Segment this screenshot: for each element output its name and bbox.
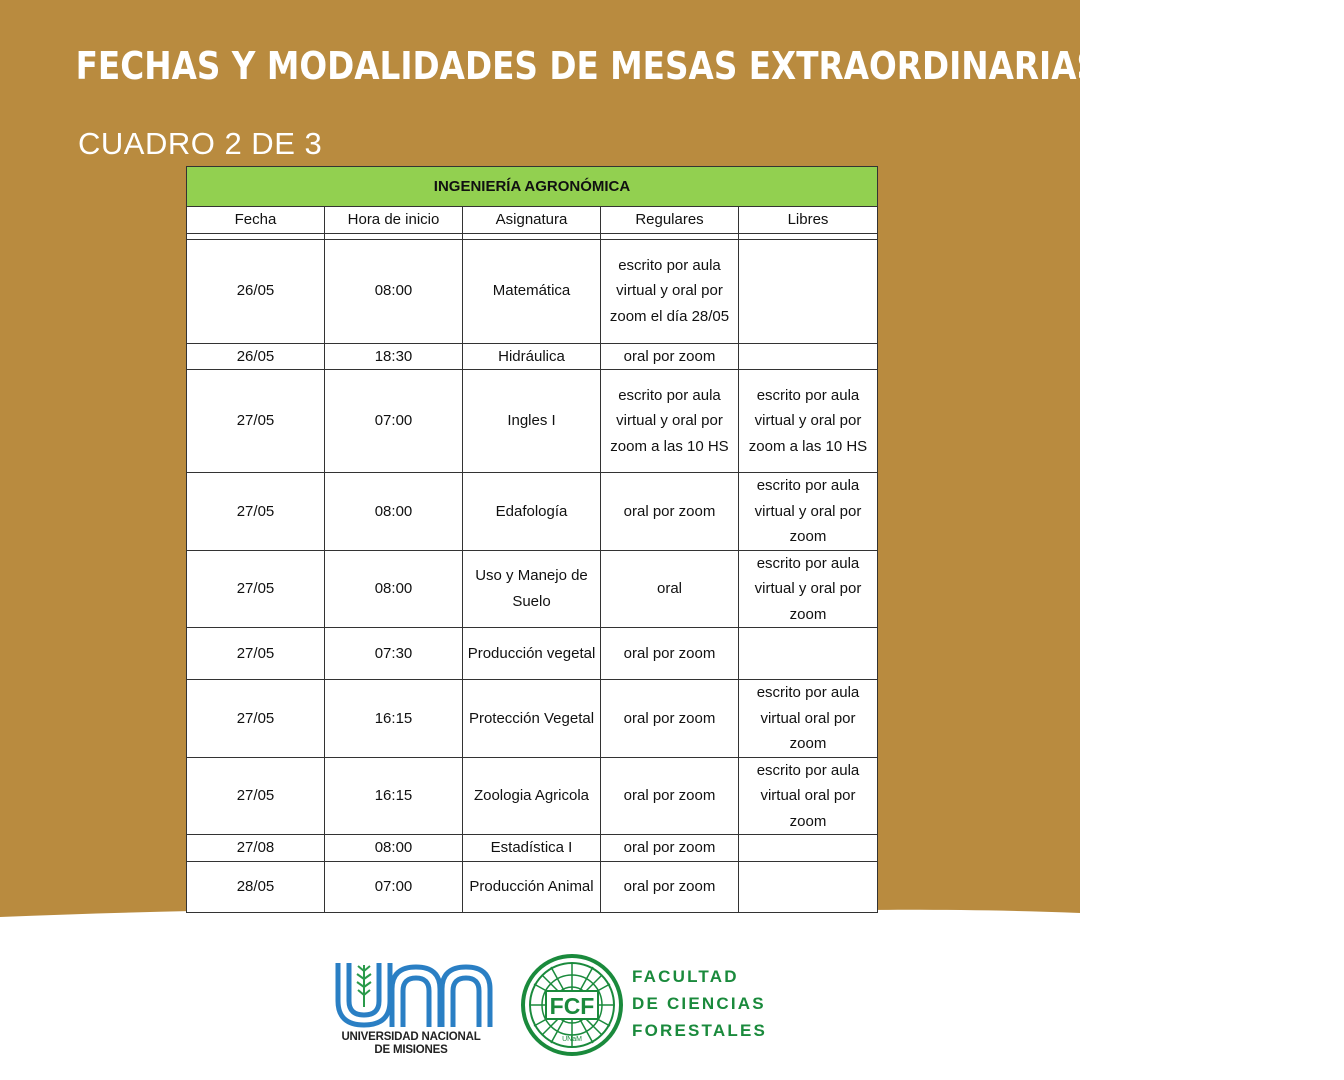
cell-fecha: 27/05: [187, 628, 325, 680]
fcf-seal-small-text: UNaM: [562, 1036, 582, 1043]
cell-fecha: 26/05: [187, 343, 325, 370]
cell-fecha: 27/05: [187, 680, 325, 758]
column-header-libres: Libres: [739, 207, 878, 234]
cell-fecha: 27/05: [187, 370, 325, 473]
cell-libres: escrito por aula virtual y oral por zoom: [739, 473, 878, 551]
cell-fecha: 26/05: [187, 239, 325, 343]
table-row: [187, 343, 878, 370]
cell-hora: 18:30: [325, 343, 463, 370]
cell-hora: 07:00: [325, 861, 463, 912]
cell-asignatura: Estadística I: [463, 835, 601, 862]
career-title: INGENIERÍA AGRONÓMICA: [187, 167, 878, 207]
cell-hora: 16:15: [325, 680, 463, 758]
page-title: FECHAS Y MODALIDADES DE MESAS EXTRAORDINARIAS - MAYO 2021: [75, 44, 1344, 88]
unam-name-line1: UNIVERSIDAD NACIONAL: [341, 1031, 481, 1043]
cell-libres: [739, 343, 878, 370]
table-row: [187, 835, 878, 862]
table-row: [187, 628, 878, 680]
cell-hora: 07:00: [325, 370, 463, 473]
column-header-hora: Hora de inicio: [325, 207, 463, 234]
cell-regulares: oral por zoom: [601, 861, 739, 912]
cell-libres: [739, 628, 878, 680]
column-header-regulares: Regulares: [601, 207, 739, 234]
cell-libres: [739, 835, 878, 862]
page-subtitle: CUADRO 2 DE 3: [78, 126, 323, 161]
fcf-name-line2: DE CIENCIAS: [632, 994, 766, 1013]
cell-fecha: 27/05: [187, 757, 325, 835]
cell-hora: 07:30: [325, 628, 463, 680]
cell-regulares: oral por zoom: [601, 473, 739, 551]
cell-asignatura: Ingles I: [463, 370, 601, 473]
cell-hora: 16:15: [325, 757, 463, 835]
cell-hora: 08:00: [325, 550, 463, 628]
cell-asignatura: Matemática: [463, 239, 601, 343]
cell-regulares: oral por zoom: [601, 680, 739, 758]
column-header-fecha: Fecha: [187, 207, 325, 234]
table-row: [187, 550, 878, 628]
table-row: [187, 680, 878, 758]
unam-name-line2: DE MISIONES: [374, 1044, 448, 1056]
fcf-name-line1: FACULTAD: [632, 967, 739, 986]
cell-regulares: oral: [601, 550, 739, 628]
table-row: [187, 757, 878, 835]
fcf-seal-logo: [520, 953, 624, 1057]
unam-name: [330, 1031, 492, 1057]
cell-fecha: 27/05: [187, 473, 325, 551]
cell-regulares: oral por zoom: [601, 628, 739, 680]
schedule-table: [186, 166, 878, 913]
footer-logos: [0, 945, 1080, 1080]
fcf-name: [632, 963, 767, 1044]
cell-fecha: 27/05: [187, 550, 325, 628]
cell-libres: [739, 239, 878, 343]
cell-regulares: oral por zoom: [601, 835, 739, 862]
table-row: [187, 239, 878, 343]
table-row: [187, 473, 878, 551]
cell-libres: escrito por aula virtual y oral por zoom a las 10 HS: [739, 370, 878, 473]
cell-regulares: escrito por aula virtual y oral por zoom a las 10 HS: [601, 370, 739, 473]
cell-hora: 08:00: [325, 835, 463, 862]
cell-hora: 08:00: [325, 239, 463, 343]
cell-libres: escrito por aula virtual y oral por zoom: [739, 550, 878, 628]
fcf-seal-text: FCF: [549, 993, 595, 1019]
fcf-name-line3: FORESTALES: [632, 1021, 768, 1040]
cell-regulares: oral por zoom: [601, 343, 739, 370]
cell-libres: escrito por aula virtual oral por zoom: [739, 680, 878, 758]
cell-regulares: escrito por aula virtual y oral por zoom el día 28/05: [601, 239, 739, 343]
column-header-asignatura: Asignatura: [463, 207, 601, 234]
unam-logo: [330, 957, 494, 1031]
cell-asignatura: Producción Animal: [463, 861, 601, 912]
table-row: [187, 370, 878, 473]
cell-asignatura: Edafología: [463, 473, 601, 551]
cell-fecha: 28/05: [187, 861, 325, 912]
cell-asignatura: Producción vegetal: [463, 628, 601, 680]
table-row: [187, 861, 878, 912]
cell-libres: escrito por aula virtual oral por zoom: [739, 757, 878, 835]
cell-hora: 08:00: [325, 473, 463, 551]
cell-fecha: 27/08: [187, 835, 325, 862]
cell-asignatura: Protección Vegetal: [463, 680, 601, 758]
cell-asignatura: Zoologia Agricola: [463, 757, 601, 835]
cell-libres: [739, 861, 878, 912]
cell-asignatura: Hidráulica: [463, 343, 601, 370]
cell-regulares: oral por zoom: [601, 757, 739, 835]
cell-asignatura: Uso y Manejo de Suelo: [463, 550, 601, 628]
